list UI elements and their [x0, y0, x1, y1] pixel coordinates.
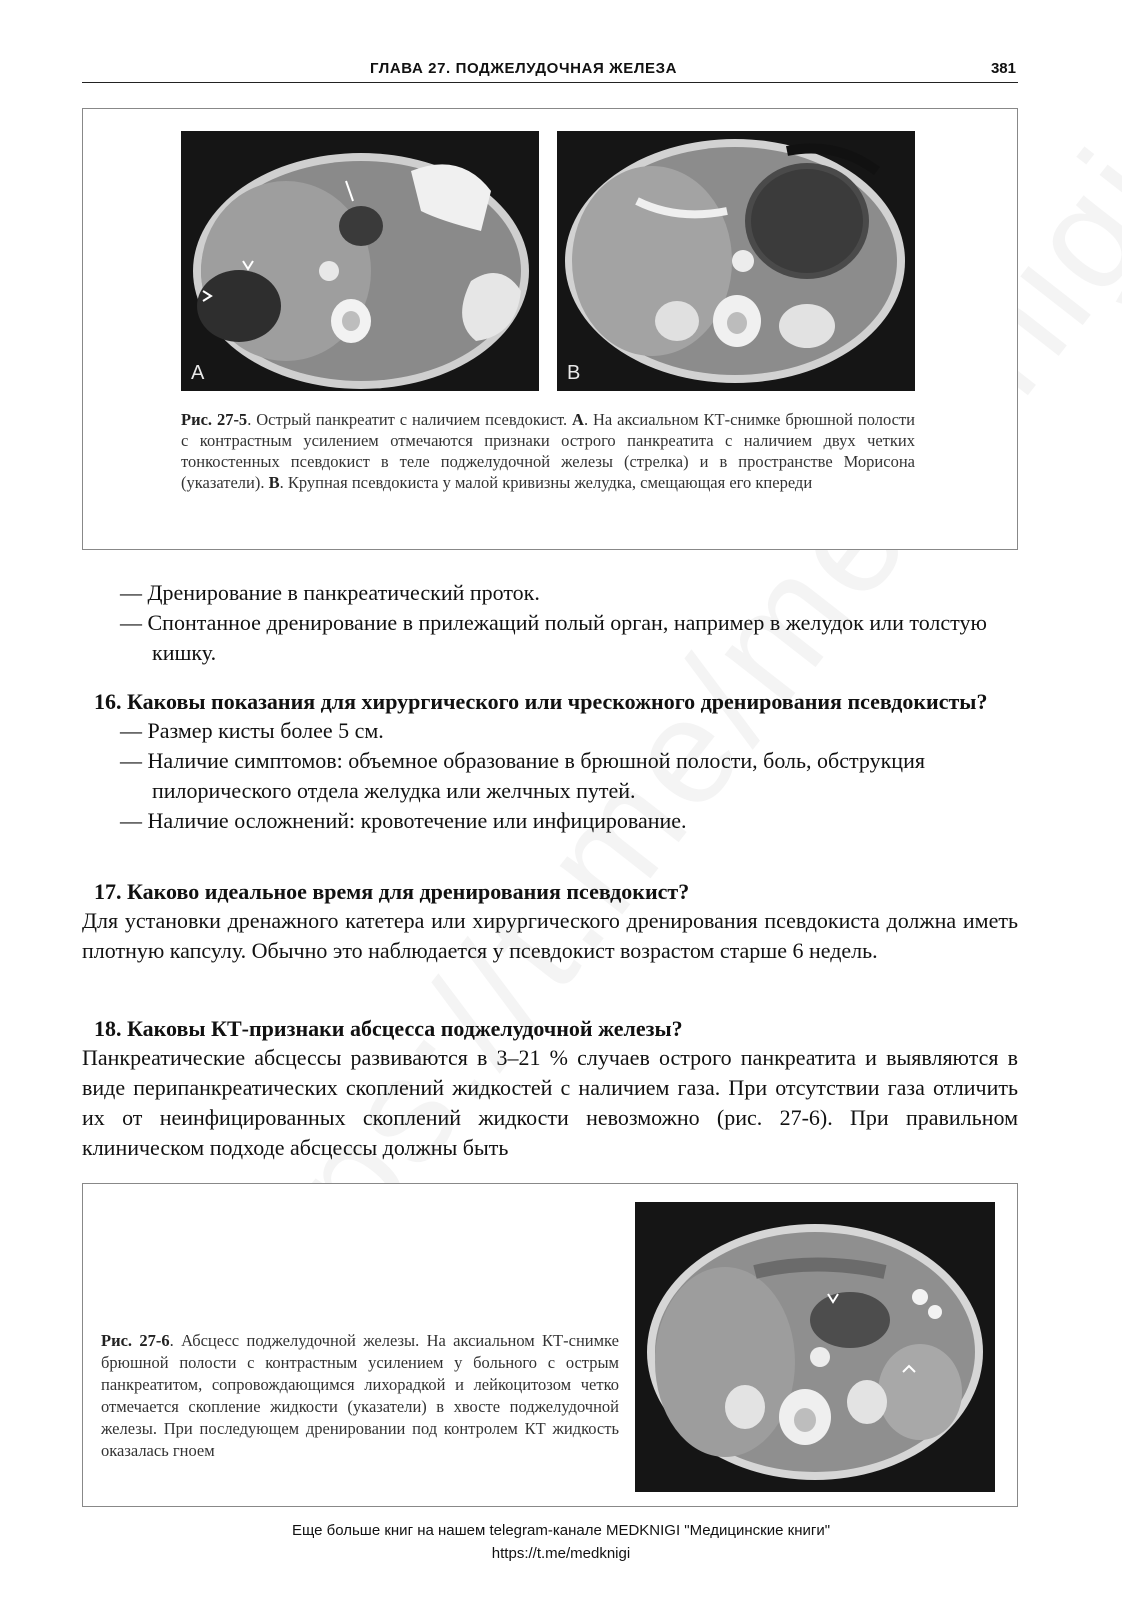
figure-27-6-caption: [101, 1330, 619, 1462]
caption-text: . Крупная псевдокиста у малой кривизны желудка, смещающая его кпереди: [279, 473, 813, 492]
footer-promo: Еще больше книг на нашем telegram-канале MEDKNIGI "Медицинские книги": [291, 1522, 831, 1539]
question-heading: 17. Каково идеальное время для дренирования псевдокист?: [94, 879, 690, 904]
ct-image-b: [557, 131, 915, 391]
answer-paragraph: Панкреатические абсцессы развиваются в 3–21 % случаев острого панкреатита и выявляются в виде перипанкреатических скоплений жидкостей с наличием газа. При отсутствии газа отличить их от неинфицированных скоплений жидкости невозможно (рис. 27-6). При правильном клиническом подходе абсцессы должны быть: [82, 1045, 1018, 1160]
question-heading: 16. Каковы показания для хирургического или чрескожного дренирования псевдокисты?: [94, 689, 988, 714]
list-item: — Наличие симптомов: объемное образование в брюшной полости, боль, обструкция пилорического отдела желудка или желчных путей.: [120, 748, 925, 803]
list-item: — Размер кисты более 5 см.: [120, 718, 384, 743]
running-header: [82, 56, 1018, 83]
footer-link[interactable]: https://t.me/medknigi: [491, 1545, 631, 1562]
question-heading: 18. Каковы КТ-признаки абсцесса поджелудочной железы?: [94, 1016, 683, 1041]
figure-27-5-caption: [181, 409, 915, 493]
drainage-list: [82, 578, 1018, 668]
page-number: 381: [990, 60, 1016, 77]
chapter-title: ГЛАВА 27. ПОДЖЕЛУДОЧНАЯ ЖЕЛЕЗА: [370, 60, 678, 77]
answer-paragraph: Для установки дренажного катетера или хирургического дренирования псевдокиста должна иметь плотную капсулу. Обычно это наблюдается у псевдокист возрастом старше 6 недель.: [82, 908, 1018, 963]
ct-image-a: [181, 131, 539, 391]
question-18: [82, 1015, 1018, 1163]
caption-text: . На аксиальном КТ-снимке брюшной полости с контрастным усилением отмечаются признаки острого панкреатита с наличием двух четких тонкостенных псевдокист в теле поджелудочной железы (стрелка) и в пространстве Морисона (указатели).: [181, 410, 915, 492]
list-item: — Наличие осложнений: кровотечение или инфицирование.: [120, 808, 687, 833]
list-item: — Спонтанное дренирование в прилежащий полый орган, например в желудок или толстую кишку.: [120, 610, 987, 665]
question-16: [82, 688, 1018, 836]
ct-image-abscess: [635, 1202, 995, 1492]
question-17: [82, 878, 1018, 966]
list-item: — Дренирование в панкреатический проток.: [120, 580, 540, 605]
caption-ref-b: В: [268, 473, 280, 492]
caption-text: . Острый панкреатит с наличием псевдокист.: [247, 410, 573, 429]
figure-27-5: [82, 108, 1018, 550]
figure-27-6: [82, 1183, 1018, 1507]
caption-text: . Абсцесс поджелудочной железы. На аксиальном КТ-снимке брюшной полости с контрастным усилением у больного с острым панкреатитом, сопровождающимся лихорадкой и лейкоцитозом четко отмечается скопление жидкости (указатели) в хвосте поджелудочной железы. При последующем дренировании под контролем КТ жидкость оказалась гноем: [101, 1331, 619, 1460]
caption-lead: Рис. 27-5: [181, 410, 248, 429]
panel-label-b: B: [567, 362, 581, 384]
caption-ref-a: А: [572, 410, 584, 429]
panel-label-a: A: [191, 362, 205, 384]
caption-lead: Рис. 27-6: [101, 1331, 170, 1350]
